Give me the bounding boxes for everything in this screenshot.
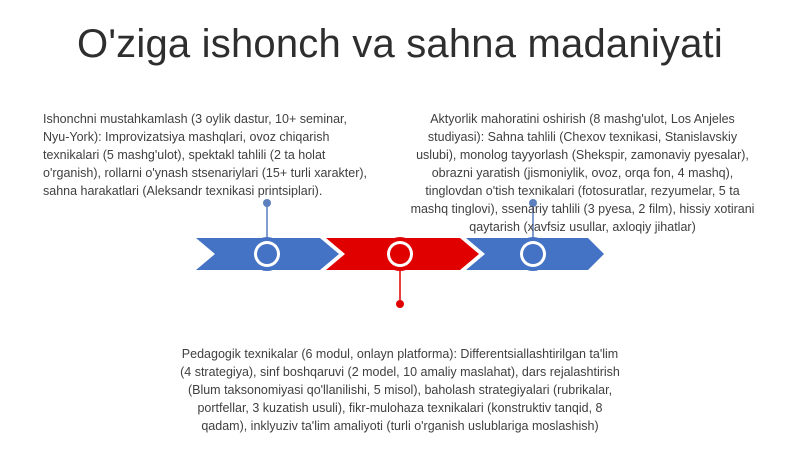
page-title: O'ziga ishonch va sahna madaniyati <box>77 22 723 66</box>
milestone-3-node <box>516 237 550 271</box>
milestone-1-stem-dot <box>263 199 271 207</box>
milestone-1-node <box>250 237 284 271</box>
milestone-2-text: Pedagogik texnikalar (6 modul, onlayn platforma): Differentsiallashtirilgan ta'lim (4 strategiya), sinf boshqaruvi (2 model, 10 amaliy maslahat), dars rejalashtirish (Blum taksonomiyasi qo'llanilishi, 5 misol), baholash strategiyalari (rubrikalar, portfellar, 3 kuzatish usuli), fikr-mulohaza texnikalari (konstruktiv tanqid, 8 qadam), inklyuziv ta'lim amaliyoti (turli o'rganish uslublariga moslashish) <box>180 347 620 433</box>
milestone-2-node <box>383 237 417 271</box>
milestone-3-text: Aktyorlik mahoratini oshirish (8 mashg'ulot, Los Anjeles studiyasi): Sahna tahlili (Chexov texnikasi, Stanislavskiy uslubi), monolog tayyorlash (Shekspir, zamonaviy pyesalar), obrazni yaratish (jismoniylik, ovoz, orqa fon, 4 mashq), tinglovdan o'tish texnikalari (fotosuratlar, rezyumelar, 5 ta mashq tinglovi), ssenariy tahlili (3 pyesa, 2 film), hissiy xotirani qaytarish (xavfsiz usullar, axloqiy jihatlar) <box>410 112 755 234</box>
milestone-1-text: Ishonchni mustahkamlash (3 oylik dastur, 10+ seminar, Nyu-York): Improvizatsiya mashqlari, ovoz chiqarish texnikalari (5 mashg'ulot), spektakl tahlili (2 ta holat o'rganish), rollarni o'ynash stsenariylari (15+ turli xarakter), sahna harakatlari (Aleksandr texnikasi printsiplari). <box>43 112 367 198</box>
milestone-2-stem-dot <box>396 300 404 308</box>
